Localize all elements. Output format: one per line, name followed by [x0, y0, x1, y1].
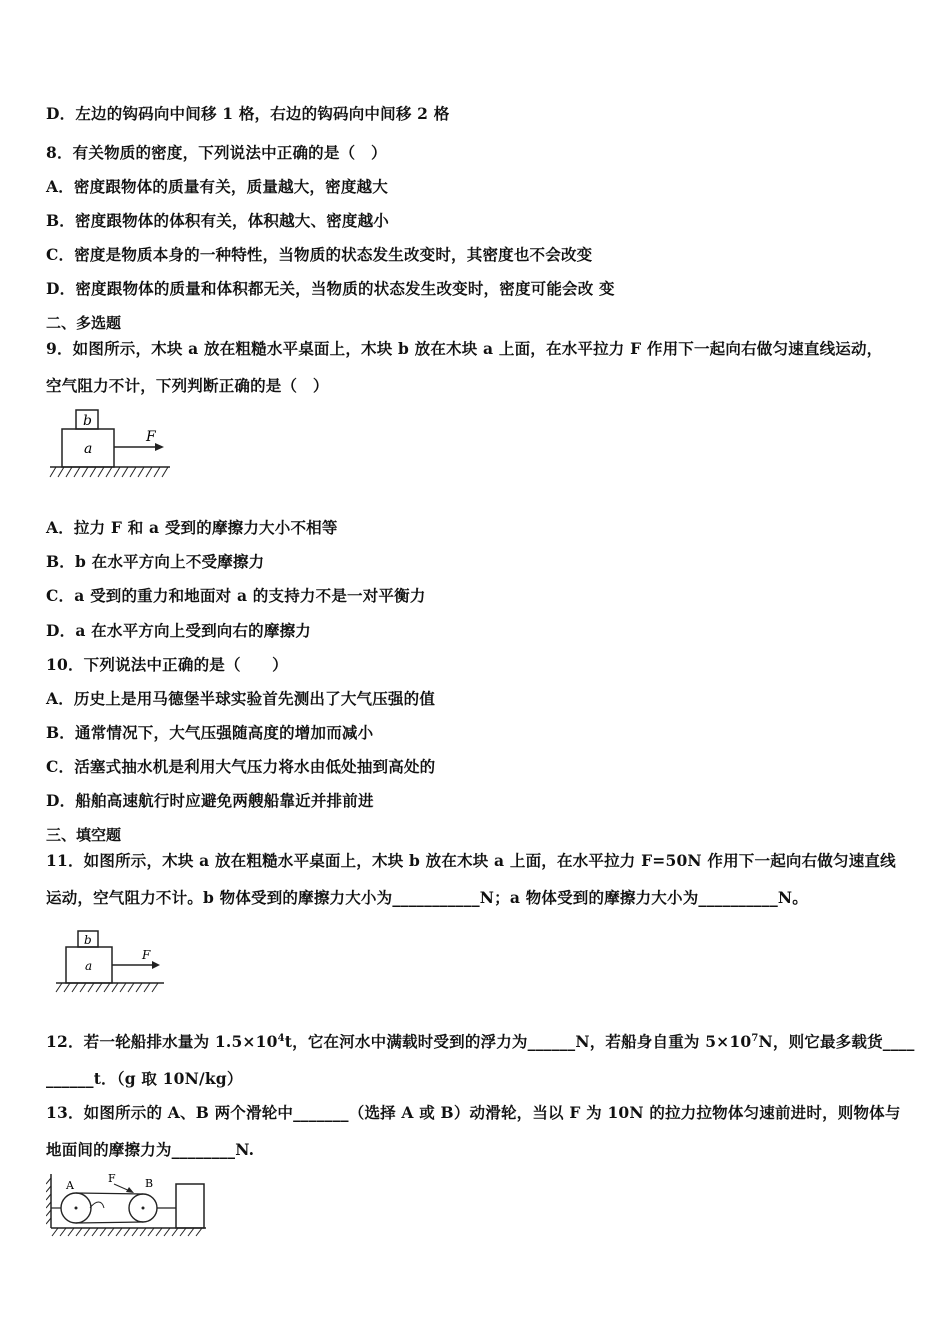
q10-option-a: A．历史上是用马德堡半球实验首先测出了大气压强的值 [46, 689, 436, 708]
q9-option-b: B．b 在水平方向上不受摩擦力 [46, 552, 265, 571]
label-a: a [84, 441, 93, 457]
label-B: B [145, 1177, 154, 1190]
q7-option-d: D．左边的钩码向中间移 1 格，右边的钩码向中间移 2 格 [46, 104, 450, 123]
q10-option-d: D．船舶高速航行时应避免两艘船靠近并排前进 [46, 791, 374, 810]
force-arrow-icon [152, 961, 160, 969]
q11-block-figure [52, 925, 172, 997]
q9-block-figure [46, 405, 176, 483]
q10-option-c: C．活塞式抽水机是利用大气压力将水由低处抽到高处的 [46, 757, 436, 776]
q11-stem-line1: 11．如图所示，木块 a 放在粗糙水平桌面上，木块 b 放在木块 a 上面，在水平拉力 F=50N 作用下一起向右做匀速直线 [46, 851, 896, 870]
q13-stem-line1: 13．如图所示的 A、B 两个滑轮中_______（选择 A 或 B）动滑轮，当以 F 为 10N 的拉力拉物体匀速前进时，则物体与 [46, 1103, 901, 1122]
label-b: b [83, 413, 92, 429]
q9-stem-line2: 空气阻力不计，下列判断正确的是（ ） [46, 376, 329, 395]
block [176, 1184, 204, 1228]
q9-option-c: C．a 受到的重力和地面对 a 的支持力不是一对平衡力 [46, 586, 426, 605]
section-fill-in: 三、填空题 [46, 826, 122, 844]
q9-option-d: D．a 在水平方向上受到向右的摩擦力 [46, 621, 311, 640]
q10-stem: 10．下列说法中正确的是（ ） [46, 655, 288, 674]
q9-option-a: A．拉力 F 和 a 受到的摩擦力大小不相等 [46, 518, 338, 537]
q13-stem-line2: 地面间的摩擦力为________N. [46, 1140, 255, 1159]
label-b: b [84, 933, 92, 947]
label-a: a [85, 959, 93, 973]
q8-option-d: D．密度跟物体的质量和体积都无关，当物质的状态发生改变时，密度可能会改 变 [46, 279, 615, 298]
q11-stem-line2: 运动，空气阻力不计。b 物体受到的摩擦力大小为___________N；a 物体受到的摩擦力大小为__________N。 [46, 888, 808, 907]
label-F: F [146, 429, 156, 445]
q8-option-c: C．密度是物质本身的一种特性，当物质的状态发生改变时，其密度也不会改变 [46, 245, 593, 264]
section-multiple-choice: 二、多选题 [46, 314, 122, 332]
q8-option-a: A．密度跟物体的质量有关，质量越大，密度越大 [46, 177, 388, 196]
q8-stem: 8．有关物质的密度，下列说法中正确的是（ ） [46, 143, 387, 162]
q12-stem-line1: 12．若一轮船排水量为 $1.5\times 10^4t$，它在河水中满载时受到的浮力为______N，若船身自重为 $5\times 10^7N$，则它最多载货____ [46, 1032, 915, 1051]
label-F: F [108, 1172, 116, 1185]
force-arrow-icon [155, 443, 164, 451]
q9-stem-line1: 9．如图所示，木块 a 放在粗糙水平桌面上，木块 b 放在木块 a 上面，在水平拉力 F 作用下一起向右做匀速直线运动， [46, 339, 883, 358]
q13-pulley-figure [46, 1170, 211, 1240]
q8-option-b: B．密度跟物体的体积有关，体积越大、密度越小 [46, 211, 390, 230]
label-F: F [142, 948, 151, 962]
q10-option-b: B．通常情况下，大气压强随高度的增加而减小 [46, 723, 374, 742]
label-A: A [66, 1179, 74, 1192]
q12-stem-line2: ______t．（g 取 10N/kg） [46, 1069, 243, 1088]
